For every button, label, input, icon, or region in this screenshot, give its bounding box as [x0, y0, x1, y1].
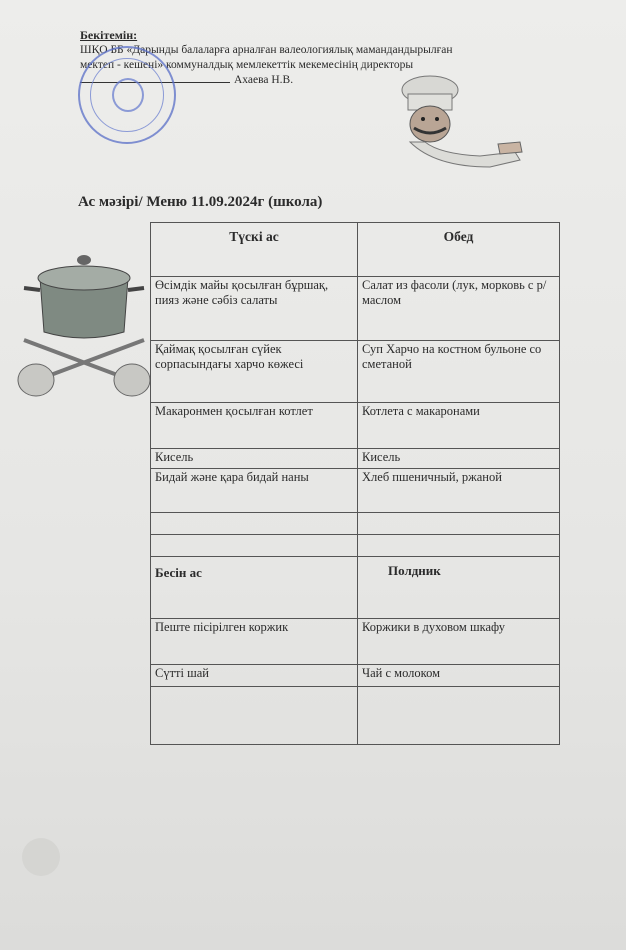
- director-name: Ахаева Н.В.: [234, 74, 294, 86]
- snack-header-row: [151, 557, 560, 619]
- table-row: [151, 449, 560, 469]
- table-row: [151, 665, 560, 687]
- table-row: [151, 341, 560, 403]
- dish-ru-cell: Чай с молоком: [358, 665, 560, 687]
- dish-kz-cell: Макаронмен қосылған котлет: [151, 403, 358, 449]
- empty-row: [151, 687, 560, 745]
- lunch-kz-header: Түскі ас: [151, 223, 358, 277]
- approval-heading: Бекітемін:: [80, 28, 138, 42]
- snack-ru-header: Полдник: [358, 557, 560, 619]
- dish-kz-cell: Пеште пісірілген коржик: [151, 619, 358, 665]
- cooking-pot-illustration: [14, 250, 154, 405]
- dish-ru-cell: Коржики в духовом шкафу: [358, 619, 560, 665]
- empty-row: [151, 535, 560, 557]
- menu-table: [150, 222, 560, 745]
- table-row: [151, 619, 560, 665]
- dish-ru-cell: Хлеб пшеничный, ржаной: [358, 469, 560, 513]
- table-row: [151, 277, 560, 341]
- dish-ru-cell: Котлета с макаронами: [358, 403, 560, 449]
- menu-title: Ас мәзірі/ Меню 11.09.2024г (школа): [78, 194, 323, 210]
- dish-ru-cell: Кисель: [358, 449, 560, 469]
- empty-row: [151, 513, 560, 535]
- table-row: [151, 403, 560, 449]
- snack-kz-header: Бесін ас: [151, 557, 358, 619]
- approval-line-1: ШҚО ББ «Дарынды балаларға арналған валеологиялық мамандандырылған: [80, 44, 453, 56]
- dish-kz-cell: Бидай және қара бидай наны: [151, 469, 358, 513]
- official-seal-stamp: [78, 46, 176, 144]
- lunch-ru-header: Обед: [358, 223, 560, 277]
- dish-kz-cell: Кисель: [151, 449, 358, 469]
- seal-emblem: [112, 78, 144, 112]
- dish-kz-cell: Сүтті шай: [151, 665, 358, 687]
- dish-ru-cell: Салат из фасоли (лук, морковь с р/маслом: [358, 277, 560, 341]
- chef-illustration: [380, 72, 525, 182]
- dish-kz-cell: Қаймақ қосылған сүйек сорпасындағы харчо көжесі: [151, 341, 358, 403]
- table-row: [151, 469, 560, 513]
- dish-kz-cell: Өсімдік майы қосылған бұршақ, пияз және сәбіз салаты: [151, 277, 358, 341]
- paper-smudge: [22, 838, 60, 876]
- dish-ru-cell: Суп Харчо на костном бульоне со сметаной: [358, 341, 560, 403]
- table-header-row: [151, 223, 560, 277]
- approval-line-2: мектеп - кешені» коммуналдық мемлекеттік мекемесінің директоры: [80, 59, 414, 71]
